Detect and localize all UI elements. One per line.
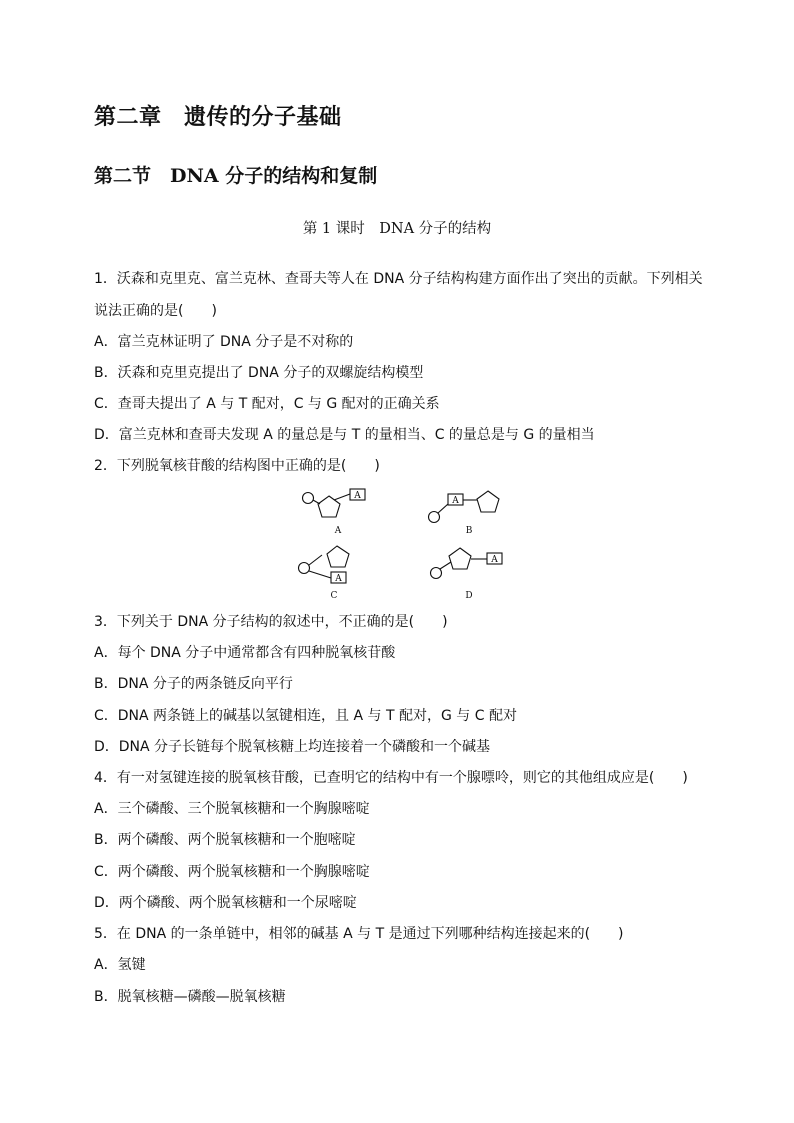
- question-1-option-d: D．富兰克林和查哥夫发现 A 的量总是与 T 的量相当、C 的量总是与 G 的量相当: [94, 427, 595, 443]
- question-4-option-d: D．两个磷酸、两个脱氧核糖和一个尿嘧啶: [94, 895, 357, 911]
- phosphate-circle: [299, 563, 310, 574]
- question-5-option-b: B．脱氧核糖—磷酸—脱氧核糖: [94, 989, 286, 1005]
- chapter-title: 第二章 遗传的分子基础: [94, 104, 342, 130]
- question-1-line-1: 1．沃森和克里克、富兰克林、查哥夫等人在 DNA 分子结构构建方面作出了突出的贡献。下列相关: [94, 271, 703, 287]
- figure-caption-b: B: [465, 526, 473, 536]
- question-1-option-a: A．富兰克林证明了 DNA 分子是不对称的: [94, 334, 354, 350]
- base-label: A: [335, 574, 342, 584]
- phosphate-circle: [429, 512, 440, 523]
- base-label: A: [452, 496, 459, 506]
- base-label: A: [354, 491, 361, 501]
- question-4-option-b: B．两个磷酸、两个脱氧核糖和一个胞嘧啶: [94, 832, 356, 848]
- question-3-line-1: 3．下列关于 DNA 分子结构的叙述中，不正确的是( ): [94, 614, 448, 630]
- deoxyribose-pentagon: [327, 546, 349, 567]
- deoxyribose-pentagon: [449, 548, 471, 569]
- phosphate-circle: [303, 493, 314, 504]
- nucleotide-option-b: [429, 491, 500, 523]
- deoxyribose-pentagon: [477, 491, 499, 512]
- question-4-line-1: 4．有一对氢键连接的脱氧核苷酸，已查明它的结构中有一个腺嘌呤，则它的其他组成应是( ): [94, 770, 688, 786]
- question-3-option-a: A．每个 DNA 分子中通常都含有四种脱氧核苷酸: [94, 645, 396, 661]
- base-label: A: [491, 555, 498, 565]
- question-1-option-b: B．沃森和克里克提出了 DNA 分子的双螺旋结构模型: [94, 365, 424, 381]
- question-2-line-1: 2．下列脱氧核苷酸的结构图中正确的是( ): [94, 458, 380, 474]
- figure-caption-d: D: [465, 591, 473, 601]
- question-3-option-b: B．DNA 分子的两条链反向平行: [94, 676, 293, 692]
- question-4-option-c: C．两个磷酸、两个脱氧核糖和一个胸腺嘧啶: [94, 864, 370, 880]
- phosphate-circle: [431, 568, 442, 579]
- question-5-line-1: 5．在 DNA 的一条单链中，相邻的碱基 A 与 T 是通过下列哪种结构连接起来的( ): [94, 926, 624, 942]
- question-3-option-d: D．DNA 分子长链每个脱氧核糖上均连接着一个磷酸和一个碱基: [94, 739, 491, 755]
- question-4-option-a: A．三个磷酸、三个脱氧核糖和一个胸腺嘧啶: [94, 801, 370, 817]
- figure-caption-c: C: [330, 591, 338, 601]
- lesson-title: 第 1 课时 DNA 分子的结构: [302, 221, 492, 237]
- question-3-option-c: C．DNA 两条链上的碱基以氢键相连，且 A 与 T 配对，G 与 C 配对: [94, 708, 517, 724]
- section-title: 第二节 DNA 分子的结构和复制: [94, 165, 378, 187]
- figure-caption-a: A: [334, 526, 342, 536]
- question-5-option-a: A．氢键: [94, 957, 146, 973]
- question-1-line-2: 说法正确的是( ): [94, 303, 217, 319]
- nucleotide-figure: [0, 482, 794, 612]
- question-1-option-c: C．查哥夫提出了 A 与 T 配对，C 与 G 配对的正确关系: [94, 396, 440, 412]
